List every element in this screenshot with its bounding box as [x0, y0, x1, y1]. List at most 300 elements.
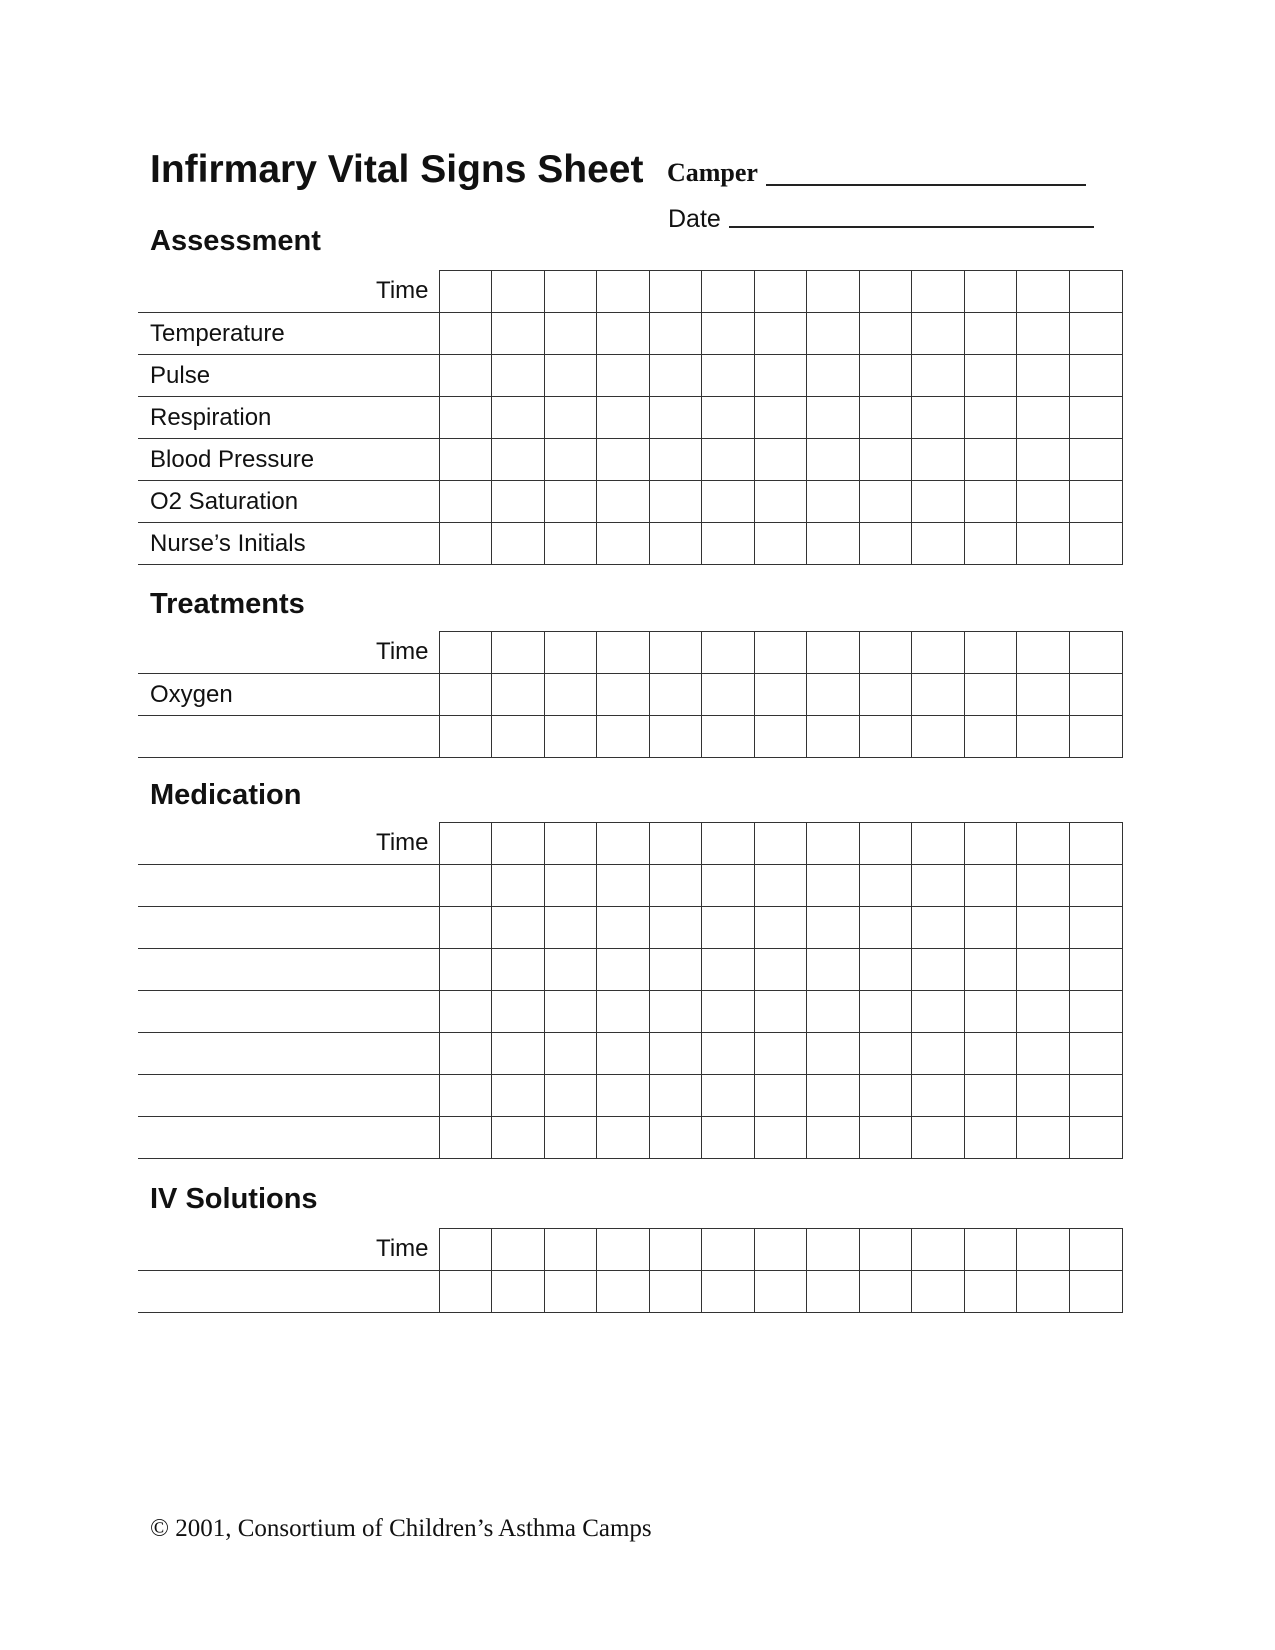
entry-cell[interactable] — [597, 1075, 650, 1116]
entry-cell[interactable] — [860, 949, 913, 990]
entry-cell[interactable] — [440, 481, 493, 522]
row-label — [138, 1117, 439, 1158]
entry-cell[interactable] — [965, 397, 1018, 438]
table-row — [138, 438, 1123, 480]
entry-cell[interactable] — [440, 907, 493, 948]
entry-cell[interactable] — [807, 439, 860, 480]
entry-cell[interactable] — [1070, 907, 1123, 948]
entry-cell[interactable] — [440, 397, 493, 438]
table-row — [138, 715, 1123, 758]
entry-cell[interactable] — [545, 716, 598, 757]
entry-cell[interactable] — [597, 991, 650, 1032]
entry-cell[interactable] — [440, 1271, 493, 1312]
entry-cell[interactable] — [860, 523, 913, 564]
row-label: O2 Saturation — [150, 487, 299, 515]
entry-cell[interactable] — [1017, 523, 1070, 564]
entry-cell[interactable] — [440, 674, 493, 715]
entry-cell[interactable] — [492, 716, 545, 757]
entry-cell[interactable] — [1070, 949, 1123, 990]
entry-cell[interactable] — [912, 674, 965, 715]
entry-cell[interactable] — [1070, 1117, 1123, 1158]
entry-cell[interactable] — [755, 716, 808, 757]
entry-cell[interactable] — [965, 1117, 1018, 1158]
entry-cell[interactable] — [1070, 439, 1123, 480]
entry-cell[interactable] — [965, 1271, 1018, 1312]
date-field[interactable] — [668, 205, 1094, 234]
time-entry-cell[interactable] — [1017, 823, 1070, 864]
time-entry-cell[interactable] — [545, 632, 598, 673]
entry-cell[interactable] — [1017, 439, 1070, 480]
entry-cell[interactable] — [1070, 991, 1123, 1032]
entry-cell[interactable] — [1017, 949, 1070, 990]
entry-cell[interactable] — [755, 991, 808, 1032]
time-entry-cell[interactable] — [755, 632, 808, 673]
entry-cell[interactable] — [807, 1117, 860, 1158]
entry-cell[interactable] — [650, 1117, 703, 1158]
entry-cell[interactable] — [807, 907, 860, 948]
time-entry-cell[interactable] — [807, 632, 860, 673]
entry-cell[interactable] — [912, 907, 965, 948]
time-entry-cell[interactable] — [860, 823, 913, 864]
row-cells — [439, 355, 1124, 396]
table-row — [138, 396, 1123, 438]
entry-cell[interactable] — [912, 716, 965, 757]
entry-cell[interactable] — [807, 397, 860, 438]
entry-cell[interactable] — [650, 523, 703, 564]
time-entry-cell[interactable] — [597, 1229, 650, 1270]
time-entry-cell[interactable] — [492, 632, 545, 673]
time-entry-cell[interactable] — [702, 823, 755, 864]
entry-cell[interactable] — [702, 1075, 755, 1116]
time-entry-cell[interactable] — [597, 271, 650, 312]
entry-cell[interactable] — [807, 1033, 860, 1074]
entry-cell[interactable] — [440, 1033, 493, 1074]
entry-cell[interactable] — [1017, 865, 1070, 906]
entry-cell[interactable] — [1070, 313, 1123, 354]
entry-cell[interactable] — [492, 481, 545, 522]
entry-cell[interactable] — [860, 907, 913, 948]
entry-cell[interactable] — [650, 1271, 703, 1312]
entry-cell[interactable] — [702, 355, 755, 396]
entry-cell[interactable] — [492, 1117, 545, 1158]
entry-cell[interactable] — [807, 674, 860, 715]
entry-cell[interactable] — [860, 355, 913, 396]
entry-cell[interactable] — [650, 313, 703, 354]
time-entry-cell[interactable] — [650, 271, 703, 312]
entry-cell[interactable] — [807, 716, 860, 757]
entry-cell[interactable] — [597, 716, 650, 757]
time-entry-cell[interactable] — [912, 271, 965, 312]
entry-cell[interactable] — [702, 907, 755, 948]
page-title: Infirmary Vital Signs Sheet — [150, 148, 644, 191]
entry-cell[interactable] — [650, 1075, 703, 1116]
entry-cell[interactable] — [755, 439, 808, 480]
entry-cell[interactable] — [440, 1117, 493, 1158]
entry-cell[interactable] — [860, 865, 913, 906]
time-label: Time — [376, 829, 429, 856]
camper-field[interactable] — [667, 158, 1086, 188]
entry-cell[interactable] — [1017, 674, 1070, 715]
time-entry-cell[interactable] — [965, 632, 1018, 673]
entry-cell[interactable] — [912, 1271, 965, 1312]
entry-cell[interactable] — [492, 1033, 545, 1074]
table-row — [138, 522, 1123, 565]
entry-cell[interactable] — [965, 1075, 1018, 1116]
entry-cell[interactable] — [912, 991, 965, 1032]
entry-cell[interactable] — [755, 1117, 808, 1158]
entry-cell[interactable] — [545, 865, 598, 906]
entry-cell[interactable] — [650, 481, 703, 522]
time-entry-cell[interactable] — [545, 823, 598, 864]
entry-cell[interactable] — [440, 523, 493, 564]
entry-cell[interactable] — [545, 313, 598, 354]
time-entry-cell[interactable] — [440, 632, 493, 673]
entry-cell[interactable] — [597, 439, 650, 480]
entry-cell[interactable] — [755, 1033, 808, 1074]
time-entry-cell[interactable] — [807, 823, 860, 864]
entry-cell[interactable] — [807, 481, 860, 522]
row-cells — [439, 1117, 1124, 1158]
entry-cell[interactable] — [597, 481, 650, 522]
time-entry-cell[interactable] — [755, 823, 808, 864]
entry-cell[interactable] — [860, 1117, 913, 1158]
entry-cell[interactable] — [702, 674, 755, 715]
entry-cell[interactable] — [1017, 1075, 1070, 1116]
entry-cell[interactable] — [440, 865, 493, 906]
entry-cell[interactable] — [545, 1271, 598, 1312]
entry-cell[interactable] — [1017, 313, 1070, 354]
entry-cell[interactable] — [650, 865, 703, 906]
entry-cell[interactable] — [702, 716, 755, 757]
assessment-grid — [138, 270, 1123, 565]
time-entry-cell[interactable] — [755, 271, 808, 312]
entry-cell[interactable] — [650, 355, 703, 396]
entry-cell[interactable] — [755, 865, 808, 906]
entry-cell[interactable] — [440, 1075, 493, 1116]
row-label — [138, 716, 439, 757]
entry-cell[interactable] — [492, 907, 545, 948]
entry-cell[interactable] — [1017, 481, 1070, 522]
table-row — [138, 354, 1123, 396]
time-entry-cell[interactable] — [492, 271, 545, 312]
entry-cell[interactable] — [597, 355, 650, 396]
time-header-row — [138, 1228, 1123, 1270]
entry-cell[interactable] — [755, 1271, 808, 1312]
entry-cell[interactable] — [755, 523, 808, 564]
treatments-grid — [138, 631, 1123, 758]
entry-cell[interactable] — [492, 865, 545, 906]
time-entry-cell[interactable] — [912, 823, 965, 864]
entry-cell[interactable] — [1017, 1117, 1070, 1158]
entry-cell[interactable] — [965, 355, 1018, 396]
row-cells — [439, 674, 1124, 715]
entry-cell[interactable] — [912, 523, 965, 564]
entry-cell[interactable] — [807, 1075, 860, 1116]
entry-cell[interactable] — [492, 439, 545, 480]
entry-cell[interactable] — [545, 523, 598, 564]
entry-cell[interactable] — [1070, 865, 1123, 906]
entry-cell[interactable] — [807, 523, 860, 564]
entry-cell[interactable] — [650, 439, 703, 480]
row-cells — [439, 1033, 1124, 1074]
entry-cell[interactable] — [702, 1271, 755, 1312]
row-cells — [439, 1271, 1124, 1312]
entry-cell[interactable] — [545, 1033, 598, 1074]
time-entry-cell[interactable] — [440, 823, 493, 864]
entry-cell[interactable] — [912, 1117, 965, 1158]
date-input-line[interactable] — [729, 225, 1094, 228]
time-entry-cell[interactable] — [545, 271, 598, 312]
time-entry-cell[interactable] — [807, 1229, 860, 1270]
row-cells — [439, 313, 1124, 354]
entry-cell[interactable] — [702, 1117, 755, 1158]
entry-cell[interactable] — [650, 949, 703, 990]
medication-grid — [138, 822, 1123, 1159]
entry-cell[interactable] — [440, 439, 493, 480]
time-entry-cell[interactable] — [597, 823, 650, 864]
entry-cell[interactable] — [650, 991, 703, 1032]
entry-cell[interactable] — [440, 355, 493, 396]
entry-cell[interactable] — [912, 397, 965, 438]
time-entry-cell[interactable] — [492, 1229, 545, 1270]
entry-cell[interactable] — [965, 439, 1018, 480]
entry-cell[interactable] — [912, 1075, 965, 1116]
entry-cell[interactable] — [650, 1033, 703, 1074]
camper-label: Camper — [667, 158, 758, 187]
time-entry-cell[interactable] — [702, 1229, 755, 1270]
row-cells — [439, 397, 1124, 438]
time-entry-cell[interactable] — [440, 1229, 493, 1270]
entry-cell[interactable] — [1070, 1271, 1123, 1312]
entry-cell[interactable] — [440, 991, 493, 1032]
time-entry-cell[interactable] — [965, 271, 1018, 312]
entry-cell[interactable] — [492, 1075, 545, 1116]
entry-cell[interactable] — [440, 949, 493, 990]
time-entry-cell[interactable] — [1070, 632, 1123, 673]
entry-cell[interactable] — [755, 355, 808, 396]
time-entry-cell[interactable] — [965, 823, 1018, 864]
row-cells — [439, 716, 1124, 757]
entry-cell[interactable] — [597, 1117, 650, 1158]
entry-cell[interactable] — [1070, 716, 1123, 757]
entry-cell[interactable] — [1017, 1033, 1070, 1074]
entry-cell[interactable] — [597, 949, 650, 990]
entry-cell[interactable] — [1017, 991, 1070, 1032]
entry-cell[interactable] — [755, 481, 808, 522]
time-entry-cell[interactable] — [702, 271, 755, 312]
entry-cell[interactable] — [807, 313, 860, 354]
entry-cell[interactable] — [860, 313, 913, 354]
time-entry-cell[interactable] — [1017, 632, 1070, 673]
time-entry-cell[interactable] — [440, 271, 493, 312]
entry-cell[interactable] — [755, 674, 808, 715]
time-entry-cell[interactable] — [860, 271, 913, 312]
row-label: Nurse’s Initials — [150, 529, 306, 557]
entry-cell[interactable] — [597, 1033, 650, 1074]
entry-cell[interactable] — [860, 991, 913, 1032]
iv-solutions-grid — [138, 1228, 1123, 1313]
entry-cell[interactable] — [492, 674, 545, 715]
entry-cell[interactable] — [807, 991, 860, 1032]
entry-cell[interactable] — [492, 949, 545, 990]
row-cells — [439, 991, 1124, 1032]
entry-cell[interactable] — [492, 355, 545, 396]
entry-cell[interactable] — [702, 949, 755, 990]
entry-cell[interactable] — [965, 523, 1018, 564]
time-entry-cell[interactable] — [860, 1229, 913, 1270]
entry-cell[interactable] — [1070, 355, 1123, 396]
entry-cell[interactable] — [1017, 1271, 1070, 1312]
entry-cell[interactable] — [702, 313, 755, 354]
entry-cell[interactable] — [650, 397, 703, 438]
entry-cell[interactable] — [702, 991, 755, 1032]
entry-cell[interactable] — [807, 865, 860, 906]
entry-cell[interactable] — [807, 949, 860, 990]
entry-cell[interactable] — [807, 355, 860, 396]
entry-cell[interactable] — [545, 949, 598, 990]
treatments-section-title: Treatments — [150, 588, 305, 620]
entry-cell[interactable] — [807, 1271, 860, 1312]
time-entry-cell[interactable] — [650, 632, 703, 673]
row-label: Pulse — [150, 361, 211, 389]
time-entry-cell[interactable] — [650, 1229, 703, 1270]
entry-cell[interactable] — [860, 1033, 913, 1074]
entry-cell[interactable] — [965, 991, 1018, 1032]
entry-cell[interactable] — [702, 523, 755, 564]
entry-cell[interactable] — [597, 1271, 650, 1312]
iv-solutions-section-title: IV Solutions — [150, 1183, 318, 1215]
entry-cell[interactable] — [440, 716, 493, 757]
time-entry-cell[interactable] — [1070, 271, 1123, 312]
entry-cell[interactable] — [702, 397, 755, 438]
entry-cell[interactable] — [912, 481, 965, 522]
time-entry-cell[interactable] — [807, 271, 860, 312]
time-entry-cell[interactable] — [492, 823, 545, 864]
time-label: Time — [376, 277, 429, 304]
entry-cell[interactable] — [860, 439, 913, 480]
entry-cell[interactable] — [597, 907, 650, 948]
time-entry-cell[interactable] — [912, 632, 965, 673]
entry-cell[interactable] — [492, 991, 545, 1032]
entry-cell[interactable] — [597, 674, 650, 715]
entry-cell[interactable] — [912, 1033, 965, 1074]
entry-cell[interactable] — [702, 439, 755, 480]
entry-cell[interactable] — [965, 716, 1018, 757]
entry-cell[interactable] — [545, 355, 598, 396]
entry-cell[interactable] — [755, 313, 808, 354]
entry-cell[interactable] — [912, 865, 965, 906]
entry-cell[interactable] — [965, 1033, 1018, 1074]
time-entry-cell[interactable] — [650, 823, 703, 864]
entry-cell[interactable] — [597, 397, 650, 438]
entry-cell[interactable] — [440, 313, 493, 354]
table-row — [138, 1270, 1123, 1313]
time-label: Time — [376, 638, 429, 665]
entry-cell[interactable] — [1017, 397, 1070, 438]
entry-cell[interactable] — [755, 907, 808, 948]
entry-cell[interactable] — [965, 907, 1018, 948]
time-entry-cell[interactable] — [545, 1229, 598, 1270]
time-entry-cell[interactable] — [597, 632, 650, 673]
entry-cell[interactable] — [650, 716, 703, 757]
entry-cell[interactable] — [912, 313, 965, 354]
entry-cell[interactable] — [545, 397, 598, 438]
entry-cell[interactable] — [1070, 674, 1123, 715]
entry-cell[interactable] — [1070, 481, 1123, 522]
entry-cell[interactable] — [1017, 907, 1070, 948]
entry-cell[interactable] — [1070, 397, 1123, 438]
entry-cell[interactable] — [860, 716, 913, 757]
entry-cell[interactable] — [492, 1271, 545, 1312]
entry-cell[interactable] — [492, 313, 545, 354]
entry-cell[interactable] — [702, 481, 755, 522]
row-label — [138, 865, 439, 906]
row-cells — [439, 865, 1124, 906]
entry-cell[interactable] — [965, 949, 1018, 990]
entry-cell[interactable] — [702, 1033, 755, 1074]
entry-cell[interactable] — [597, 523, 650, 564]
entry-cell[interactable] — [492, 523, 545, 564]
entry-cell[interactable] — [545, 439, 598, 480]
time-entry-cell[interactable] — [860, 632, 913, 673]
entry-cell[interactable] — [965, 865, 1018, 906]
camper-input-line[interactable] — [766, 183, 1086, 186]
entry-cell[interactable] — [965, 481, 1018, 522]
time-entry-cell[interactable] — [755, 1229, 808, 1270]
row-label: Oxygen — [150, 680, 233, 708]
entry-cell[interactable] — [755, 1075, 808, 1116]
entry-cell[interactable] — [860, 674, 913, 715]
entry-cell[interactable] — [1070, 1075, 1123, 1116]
time-entry-cell[interactable] — [965, 1229, 1018, 1270]
entry-cell[interactable] — [597, 313, 650, 354]
time-entry-cell[interactable] — [912, 1229, 965, 1270]
time-entry-cell[interactable] — [1070, 1229, 1123, 1270]
time-entry-cell[interactable] — [1070, 823, 1123, 864]
row-cells — [439, 481, 1124, 522]
entry-cell[interactable] — [965, 313, 1018, 354]
time-entry-cell[interactable] — [1017, 271, 1070, 312]
time-entry-cell[interactable] — [702, 632, 755, 673]
entry-cell[interactable] — [860, 1271, 913, 1312]
entry-cell[interactable] — [912, 439, 965, 480]
time-entry-cell[interactable] — [1017, 1229, 1070, 1270]
entry-cell[interactable] — [545, 1117, 598, 1158]
entry-cell[interactable] — [1017, 716, 1070, 757]
entry-cell[interactable] — [597, 865, 650, 906]
entry-cell[interactable] — [1070, 523, 1123, 564]
entry-cell[interactable] — [1017, 355, 1070, 396]
entry-cell[interactable] — [860, 481, 913, 522]
entry-cell[interactable] — [860, 1075, 913, 1116]
entry-cell[interactable] — [755, 397, 808, 438]
entry-cell[interactable] — [650, 674, 703, 715]
entry-cell[interactable] — [545, 907, 598, 948]
entry-cell[interactable] — [912, 355, 965, 396]
entry-cell[interactable] — [545, 991, 598, 1032]
entry-cell[interactable] — [545, 674, 598, 715]
entry-cell[interactable] — [755, 949, 808, 990]
entry-cell[interactable] — [492, 397, 545, 438]
entry-cell[interactable] — [860, 397, 913, 438]
entry-cell[interactable] — [650, 907, 703, 948]
entry-cell[interactable] — [702, 865, 755, 906]
entry-cell[interactable] — [545, 1075, 598, 1116]
entry-cell[interactable] — [1070, 1033, 1123, 1074]
entry-cell[interactable] — [545, 481, 598, 522]
entry-cell[interactable] — [912, 949, 965, 990]
entry-cell[interactable] — [965, 674, 1018, 715]
